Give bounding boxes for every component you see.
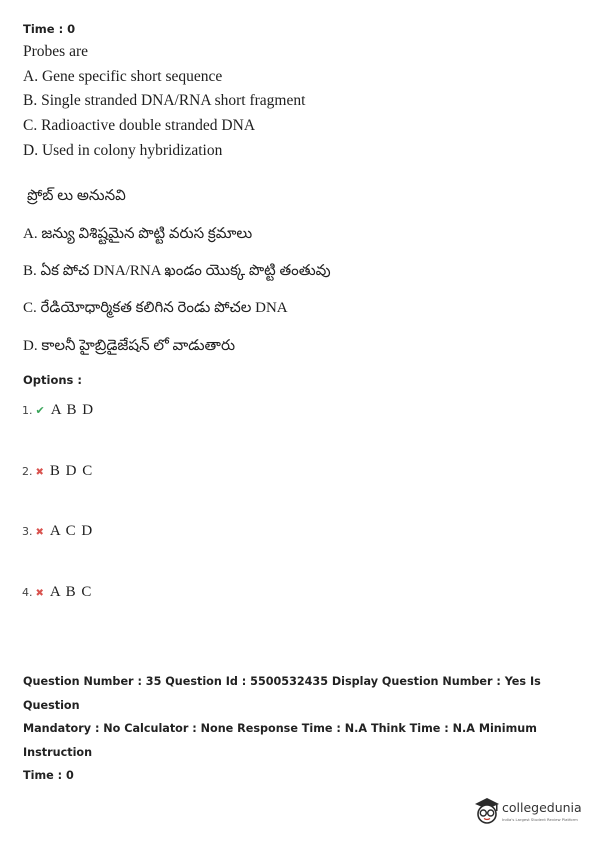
option-number: 1.	[22, 404, 33, 417]
question-item-te-b: B. ఏక పోచ DNA/RNA ఖండం యొక్క పొట్టి తంతువు	[23, 263, 331, 279]
question-item-te-d: D. కాలనీ హైబ్రిడైజేషన్ లో వాడుతారు	[23, 338, 236, 354]
option-4	[22, 584, 92, 601]
question-prompt-en: Probes are	[23, 43, 88, 60]
question-item-te-a: A. జన్యు విశిష్టమైన పొట్టి వరుస క్రమాలు	[23, 226, 253, 242]
option-2	[22, 463, 93, 480]
time-label: Time : 0	[23, 22, 76, 36]
meta-line-2: Mandatory : No Calculator : None Response Time : N.A Think Time : N.A Minimum Instruction	[23, 722, 537, 759]
question-item-en-c: C. Radioactive double stranded DNA	[23, 117, 256, 134]
option-1	[22, 402, 94, 419]
option-text: B D C	[49, 463, 94, 479]
question-item-en-a: A. Gene specific short sequence	[23, 68, 223, 85]
option-number: 3.	[22, 525, 33, 538]
option-number: 2.	[22, 465, 33, 478]
question-item-te-c: C. రేడియోధార్మికత కలిగిన రెండు పోచల DNA	[23, 300, 288, 316]
logo-tagline: India's Largest Student Review Platform	[502, 817, 578, 822]
option-3	[22, 523, 93, 540]
option-number: 4.	[22, 586, 33, 599]
option-text: A B D	[50, 402, 95, 418]
cross-icon: ✖	[35, 527, 44, 538]
question-item-en-d: D. Used in colony hybridization	[23, 142, 223, 159]
option-text: A C D	[49, 523, 94, 539]
check-icon: ✔	[35, 404, 45, 417]
question-prompt-te: ప్రోబ్ లు అనునవి	[27, 188, 126, 204]
cross-icon: ✖	[35, 467, 44, 478]
collegedunia-logo: collegedunia	[502, 800, 582, 815]
option-text: A B C	[49, 584, 93, 600]
question-item-en-b: B. Single stranded DNA/RNA short fragment	[23, 92, 306, 109]
cross-icon: ✖	[35, 588, 44, 599]
options-heading: Options :	[23, 373, 82, 387]
meta-line-1: Question Number : 35 Question Id : 5500532435 Display Question Number : Yes Is Question	[23, 675, 541, 712]
collegedunia-mascot-icon	[472, 793, 502, 827]
meta-line-3: Time : 0	[23, 769, 74, 782]
question-meta	[23, 670, 583, 788]
